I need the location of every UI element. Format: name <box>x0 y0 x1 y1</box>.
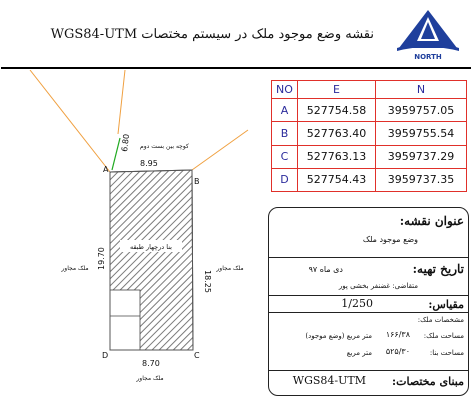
system-value: WGS84-UTM <box>292 374 366 387</box>
area-unit: متر مربع (وضع موجود) <box>305 332 372 340</box>
cell-no: C <box>272 145 298 168</box>
north-arrow-icon <box>397 10 459 51</box>
cell-e: 527763.40 <box>298 122 376 145</box>
cell-e: 527754.58 <box>298 99 376 122</box>
table-row <box>272 99 467 122</box>
site-plan <box>0 70 262 400</box>
cell-e: 527754.43 <box>298 168 376 191</box>
scale-label: مقیاس: <box>428 298 464 311</box>
built-value: ۵۲۵/۳۰ <box>385 347 410 356</box>
street-width-label: 6.80 <box>120 133 132 153</box>
divider <box>269 312 468 313</box>
north-logo <box>393 8 463 62</box>
scale-value: 1/250 <box>341 297 373 310</box>
cell-n: 3959757.05 <box>376 99 467 122</box>
point-c-label: C <box>194 351 200 360</box>
area-label: مساحت ملک: <box>423 332 464 340</box>
point-b-label: B <box>194 177 200 186</box>
cell-no: A <box>272 99 298 122</box>
page-title: نقشه وضع موجود ملک در سیستم مختصات WGS84-UTM <box>50 27 374 42</box>
building-label: بنا درچهار طبقه <box>130 243 172 251</box>
cell-no: D <box>272 168 298 191</box>
cell-no: B <box>272 122 298 145</box>
divider <box>269 370 468 371</box>
specs-label: مشخصات ملک: <box>417 316 464 324</box>
cell-n: 3959737.29 <box>376 145 467 168</box>
built-unit: متر مربع <box>346 349 372 357</box>
neighbor-bottom-label: ملک مجاور <box>136 375 164 382</box>
built-label: مساحت بنا: <box>429 349 464 357</box>
table-row <box>272 168 467 191</box>
map-title-value: وضع موجود ملک <box>362 235 418 244</box>
point-a-label: A <box>103 165 109 174</box>
header-divider <box>1 67 471 69</box>
divider <box>269 295 468 296</box>
table-row <box>272 145 467 168</box>
point-d-label: D <box>102 351 109 360</box>
col-header-n: N <box>376 81 467 99</box>
date-label: تاریخ تهیه: <box>412 262 464 276</box>
coordinates-table <box>271 80 467 192</box>
date-value: دی ماه ۹۷ <box>308 265 343 274</box>
neighbor-left-label: ملک مجاور <box>61 265 89 272</box>
cell-e: 527763.13 <box>298 145 376 168</box>
cell-n: 3959755.54 <box>376 122 467 145</box>
street-name: کوچه بین بست دوم <box>140 143 189 150</box>
table-header-row <box>272 81 467 99</box>
neighbor-right-label: ملک مجاور <box>216 265 244 272</box>
dim-left: 19.70 <box>97 247 106 270</box>
dim-top: 8.95 <box>140 159 158 168</box>
street-width-line <box>112 138 120 170</box>
system-label: مبنای مختصات: <box>392 375 464 388</box>
dim-bottom: 8.70 <box>142 359 160 368</box>
map-title-label: عنوان نقشه: <box>399 214 464 228</box>
cell-n: 3959737.35 <box>376 168 467 191</box>
divider <box>269 257 468 258</box>
dim-right: 18.25 <box>203 270 212 293</box>
info-box <box>268 207 469 396</box>
col-header-e: E <box>298 81 376 99</box>
applicant-text: متقاضی: غضنفر بخشی پور <box>338 282 418 290</box>
table-row <box>272 122 467 145</box>
col-header-no: NO <box>272 81 298 99</box>
logo-text: NORTH <box>414 53 442 61</box>
yard-area <box>110 290 140 350</box>
area-value: ۱۶۶/۳۸ <box>385 330 410 339</box>
